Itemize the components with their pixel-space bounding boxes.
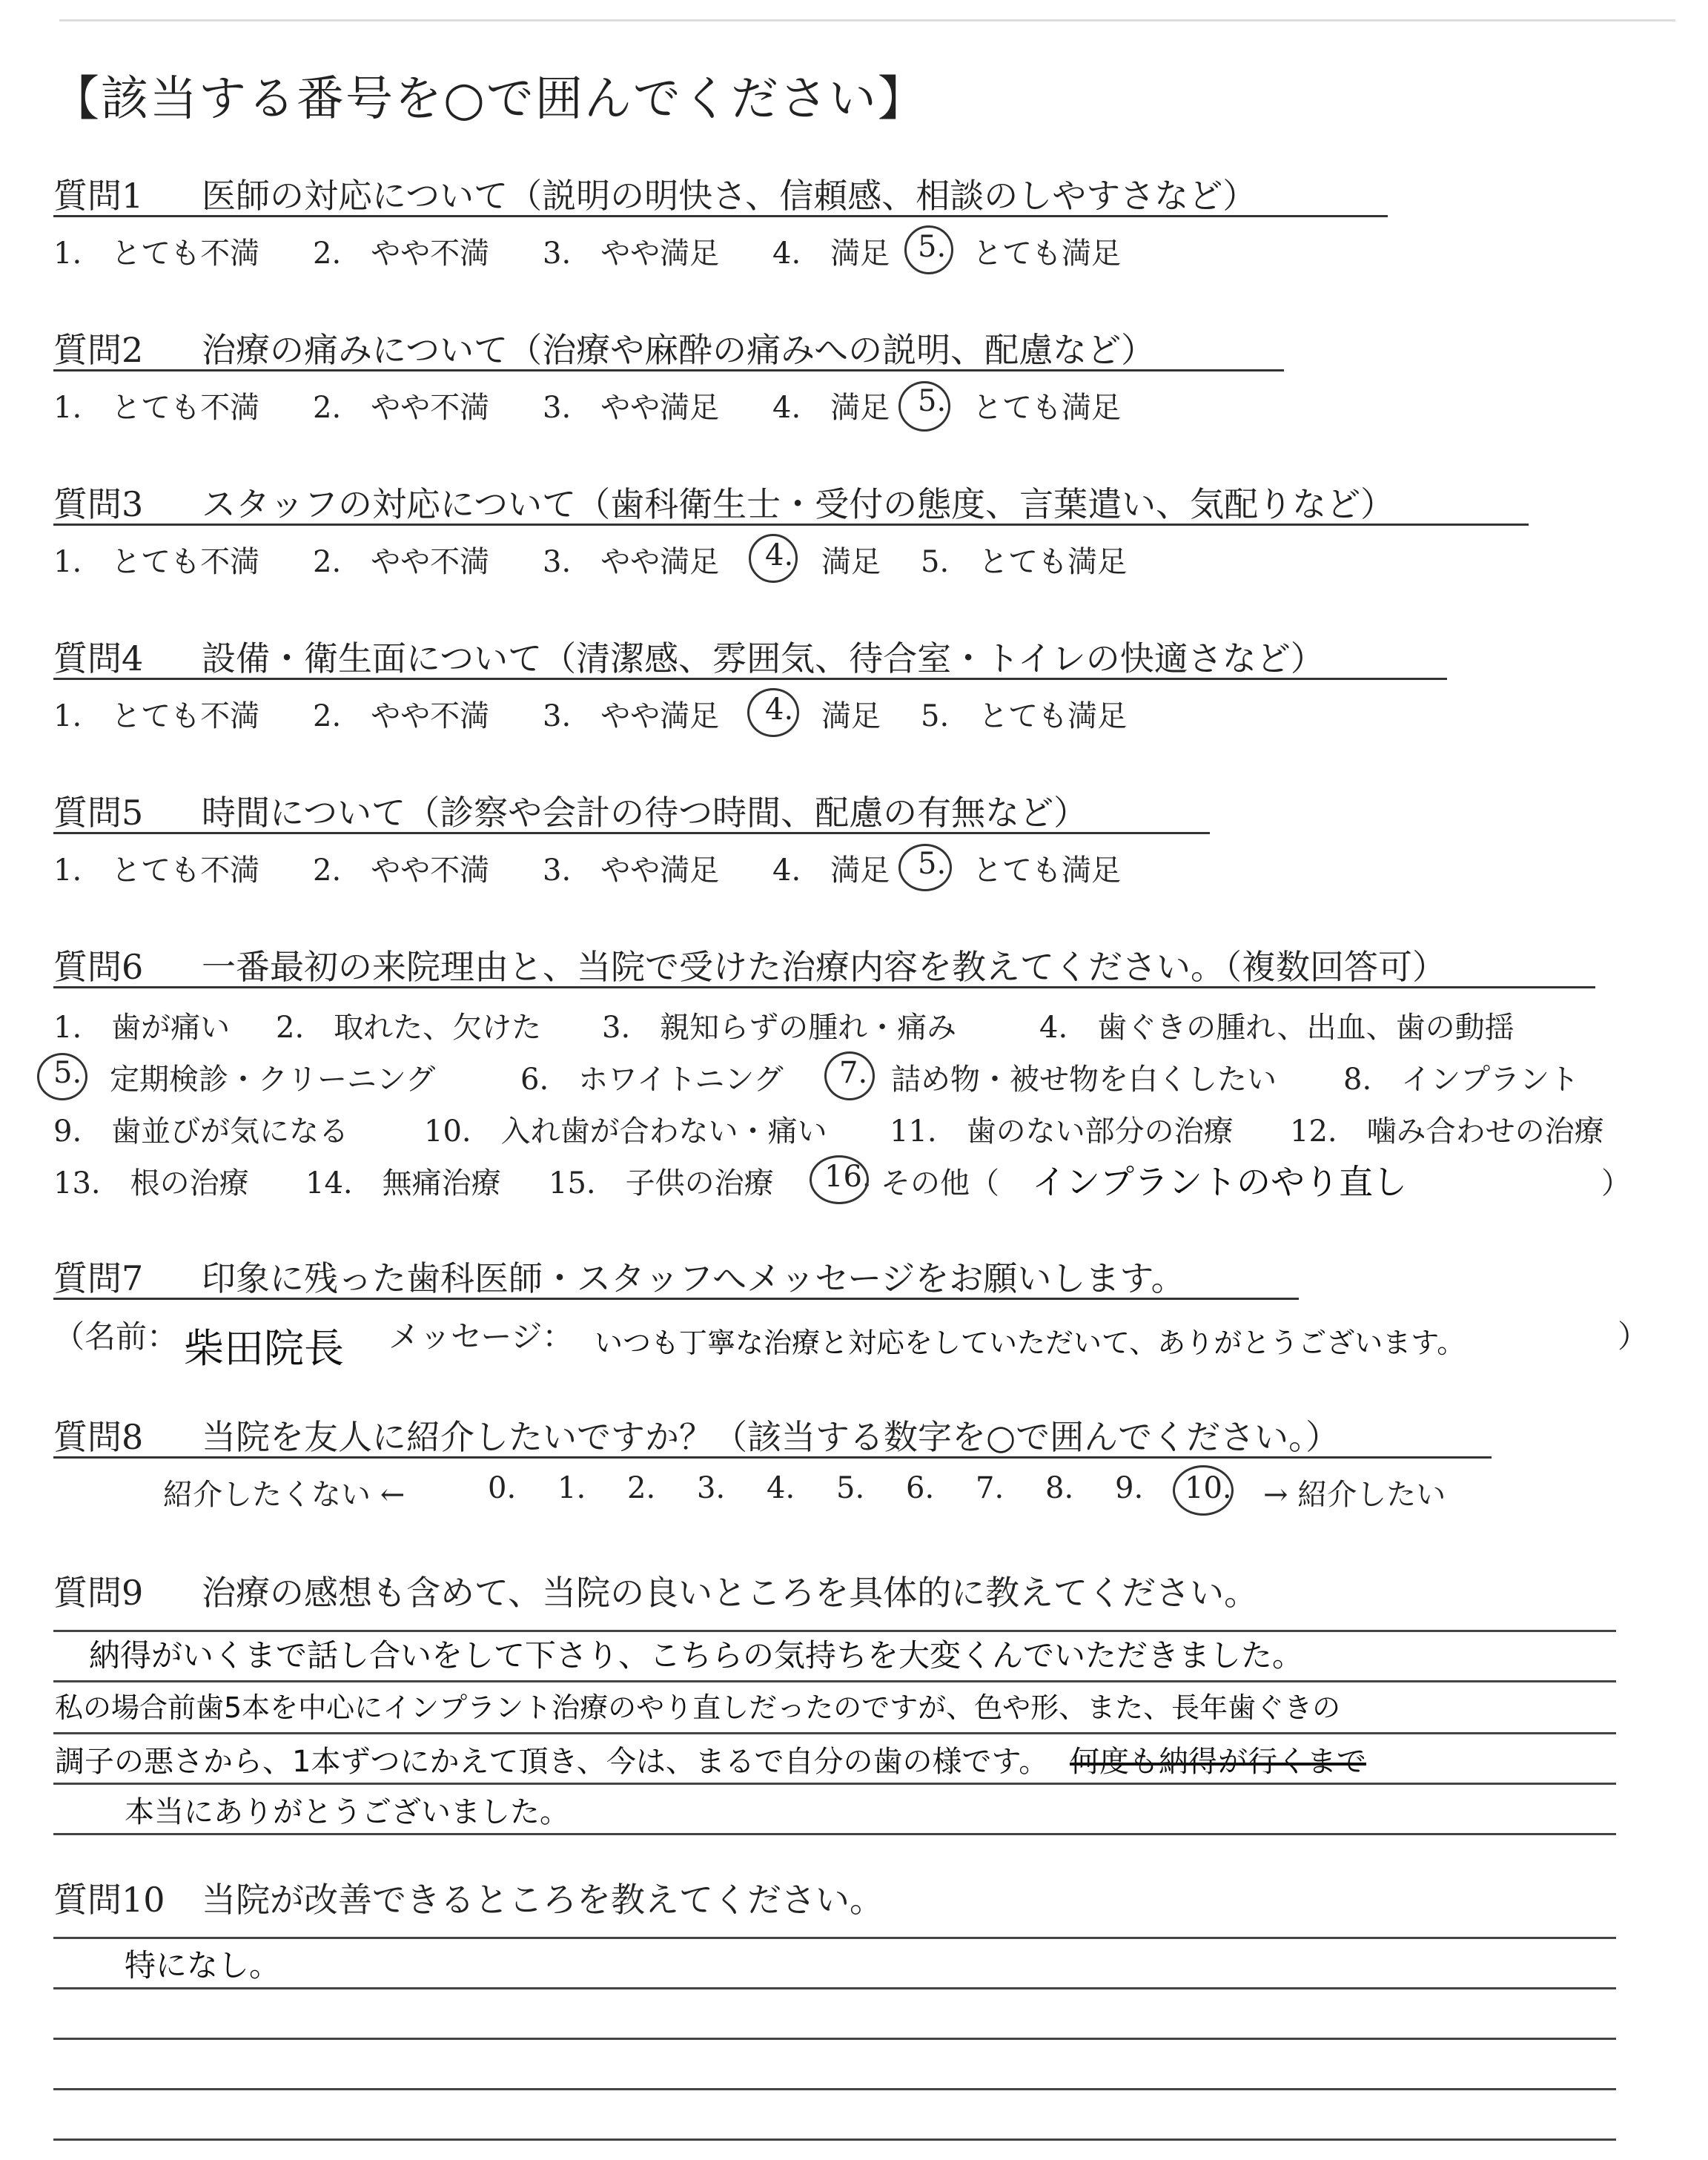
option-2[interactable]: 2. やや不満 [313, 237, 490, 271]
message-handwritten: いつも丁寧な治療と対応をしていただいて、ありがとうございます。 [595, 1327, 1466, 1359]
answer-line-2: 私の場合前歯5本を中心にインプラント治療のやり直しだったのですが、色や形、また、長年歯ぐきの [55, 1691, 1341, 1724]
option-1[interactable]: 1. とても不満 [53, 699, 260, 733]
question-1-underline [53, 215, 1388, 217]
question-text: 印象に残った歯科医師・スタッフへメッセージをお願いします。 [202, 1258, 1185, 1298]
selection-circle [810, 1155, 869, 1204]
option-5[interactable]: 5. [918, 384, 947, 418]
question-2-title [53, 323, 1155, 372]
option-4[interactable]: 4. 歯ぐきの腫れ、出血、歯の動揺 [1039, 1011, 1515, 1045]
option-2[interactable]: 2. 取れた、欠けた [276, 1011, 542, 1045]
strikethrough-line [1070, 1763, 1366, 1766]
answer-rule [53, 1833, 1616, 1835]
question-text: スタッフの対応について（歯科衛生士・受付の態度、言葉遣い、気配りなど） [202, 484, 1395, 524]
answer-line-3 [55, 1738, 1366, 1780]
option-2[interactable]: 2. やや不満 [313, 391, 490, 425]
option-1[interactable]: 1. とても不満 [53, 545, 260, 579]
answer-rule [53, 1680, 1616, 1682]
question-8-underline [53, 1456, 1492, 1459]
question-6-title [53, 940, 1446, 989]
question-text: 当院を友人に紹介したいですか？（該当する数字を○で囲んでください。） [202, 1417, 1340, 1457]
question-text: 治療の痛みについて（治療や麻酔の痛みへの説明、配慮など） [202, 330, 1156, 370]
scale-right-label: → 紹介したい [1263, 1478, 1446, 1512]
option-5-label: とても満足 [973, 237, 1121, 271]
answer-rule [53, 2088, 1616, 2090]
option-12[interactable]: 12. 噛み合わせの治療 [1290, 1114, 1604, 1149]
option-1[interactable]: 1. とても不満 [53, 237, 260, 271]
scale-7[interactable]: 7. [976, 1471, 1004, 1505]
answer-line-1: 特になし。 [125, 1947, 281, 1984]
option-4-label: 満足 [821, 545, 881, 579]
question-number: 質問1 [53, 176, 144, 216]
question-number: 質問5 [53, 793, 144, 833]
question-text: 医師の対応について（説明の明快さ、信頼感、相談のしやすさなど） [202, 176, 1257, 216]
option-4[interactable]: 4. [765, 693, 794, 727]
option-5-label: 定期検診・クリーニング [110, 1063, 436, 1097]
answer-line-3-text: 調子の悪さから、1本ずつにかえて頂き、今は、まるで自分の歯の様です。 [55, 1745, 1049, 1779]
option-3[interactable]: 3. やや満足 [543, 699, 720, 733]
selection-circle [1173, 1465, 1234, 1516]
question-text: 当院が改善できるところを教えてください。 [202, 1880, 884, 1920]
scale-3[interactable]: 3. [697, 1471, 726, 1505]
question-6-underline [53, 986, 1595, 988]
scale-4[interactable]: 4. [767, 1471, 795, 1505]
option-5-label: とても満足 [973, 391, 1121, 425]
option-4[interactable]: 4. 満足 [772, 237, 890, 271]
page-heading: 【該当する番号を○で囲んでください】 [52, 72, 927, 127]
question-5-underline [53, 832, 1210, 834]
name-label: （名前： [53, 1318, 179, 1355]
question-text: 一番最初の来院理由と、当院で受けた治療内容を教えてください。（複数回答可） [202, 947, 1446, 987]
option-3[interactable]: 3. やや満足 [543, 545, 720, 579]
other-close-paren: ） [1601, 1166, 1631, 1200]
question-1-title [53, 169, 1257, 218]
option-4[interactable]: 4. 満足 [772, 853, 890, 888]
answer-rule [53, 2038, 1616, 2040]
option-16[interactable]: 16. [824, 1160, 872, 1194]
scale-0[interactable]: 0. [488, 1471, 517, 1505]
option-1[interactable]: 1. とても不満 [53, 391, 260, 425]
question-7-underline [53, 1298, 1299, 1300]
question-4-underline [53, 678, 1447, 680]
struck-through-text: 何度も納得が行くまで [1069, 1745, 1366, 1779]
question-3-underline [53, 524, 1529, 526]
answer-rule [53, 2138, 1616, 2141]
question-3-title [53, 478, 1394, 526]
question-number: 質問6 [53, 947, 144, 987]
question-text: 治療の感想も含めて、当院の良いところを具体的に教えてください。 [202, 1573, 1259, 1613]
option-15[interactable]: 15. 子供の治療 [549, 1166, 774, 1200]
question-number: 質問7 [53, 1258, 144, 1298]
option-4-label: 満足 [821, 699, 881, 733]
question-number: 質問4 [53, 638, 144, 678]
option-5-label: とても満足 [973, 853, 1121, 888]
selection-circle [747, 688, 799, 737]
question-4-title [53, 632, 1325, 681]
selection-circle [824, 1051, 875, 1100]
option-10[interactable]: 10. 入れ歯が合わない・痛い [424, 1114, 827, 1149]
question-number: 質問8 [53, 1417, 144, 1457]
question-10-title [53, 1873, 884, 1922]
question-9-title [53, 1566, 1258, 1615]
answer-rule [53, 1987, 1616, 1989]
question-number: 質問2 [53, 330, 144, 370]
option-3[interactable]: 3. やや満足 [543, 391, 720, 425]
scale-1[interactable]: 1. [557, 1471, 586, 1505]
option-3[interactable]: 3. 親知らずの腫れ・痛み [602, 1011, 957, 1045]
question-text: 時間について（診察や会計の待つ時間、配慮の有無など） [202, 793, 1088, 833]
option-1[interactable]: 1. 歯が痛い [53, 1011, 231, 1045]
option-2[interactable]: 2. やや不満 [313, 699, 490, 733]
answer-rule [53, 1783, 1616, 1785]
answer-line-1: 納得がいくまで話し合いをして下さり、こちらの気持ちを大変くんでいただきました。 [89, 1637, 1304, 1674]
question-7-title [53, 1252, 1185, 1301]
option-3[interactable]: 3. やや満足 [543, 853, 720, 888]
selection-circle [904, 225, 953, 274]
option-14[interactable]: 14. 無痛治療 [305, 1166, 501, 1200]
question-2-underline [53, 369, 1284, 371]
other-handwritten-answer: インプラントのやり直し [1032, 1162, 1407, 1202]
scale-5[interactable]: 5. [836, 1471, 865, 1505]
answer-line-4: 本当にありがとうございました。 [125, 1795, 569, 1829]
option-7[interactable]: 7. [839, 1056, 868, 1090]
option-16-label: その他（ [881, 1166, 999, 1200]
answer-rule [53, 1732, 1616, 1734]
scale-2[interactable]: 2. [627, 1471, 656, 1505]
option-5[interactable]: 5. [918, 230, 947, 264]
option-4[interactable]: 4. 満足 [772, 391, 890, 425]
option-13[interactable]: 13. 根の治療 [53, 1166, 249, 1200]
option-1[interactable]: 1. とても不満 [53, 853, 260, 888]
option-9[interactable]: 9. 歯並びが気になる [53, 1114, 349, 1149]
scale-left-label: 紹介したくない ← [163, 1478, 406, 1512]
option-2[interactable]: 2. やや不満 [313, 545, 490, 579]
selection-circle [898, 844, 952, 891]
option-5[interactable]: 5. とても満足 [921, 699, 1128, 733]
option-5[interactable]: 5. [918, 847, 947, 881]
option-7-label: 詰め物・被せ物を白くしたい [891, 1063, 1277, 1097]
scale-9[interactable]: 9. [1115, 1471, 1144, 1505]
answer-rule [53, 1937, 1616, 1939]
option-6[interactable]: 6. ホワイトニング [520, 1063, 784, 1097]
name-handwritten: 柴田院長 [184, 1325, 344, 1372]
message-label: メッセージ： [388, 1318, 574, 1355]
question-number: 質問3 [53, 484, 144, 524]
option-5[interactable]: 5. とても満足 [921, 545, 1128, 579]
selection-circle [898, 381, 950, 432]
scale-6[interactable]: 6. [906, 1471, 935, 1505]
question-number: 質問9 [53, 1573, 144, 1613]
option-3[interactable]: 3. やや満足 [543, 237, 720, 271]
option-2[interactable]: 2. やや不満 [313, 853, 490, 888]
question-5-title [53, 786, 1088, 835]
selection-circle [37, 1053, 87, 1100]
option-4[interactable]: 4. [765, 538, 794, 572]
option-11[interactable]: 11. 歯のない部分の治療 [890, 1114, 1234, 1149]
question-8-title [53, 1410, 1340, 1459]
scale-8[interactable]: 8. [1045, 1471, 1074, 1505]
top-edge-line [59, 19, 1675, 22]
selection-circle [749, 534, 798, 583]
question-number: 質問10 [53, 1880, 165, 1920]
message-close-paren: ） [1618, 1318, 1649, 1355]
option-5[interactable]: 5. [53, 1056, 82, 1090]
option-8[interactable]: 8. インプラント [1343, 1063, 1580, 1097]
question-text: 設備・衛生面について（清潔感、雰囲気、待合室・トイレの快適さなど） [202, 638, 1325, 678]
scale-10[interactable]: 10. [1185, 1471, 1232, 1505]
